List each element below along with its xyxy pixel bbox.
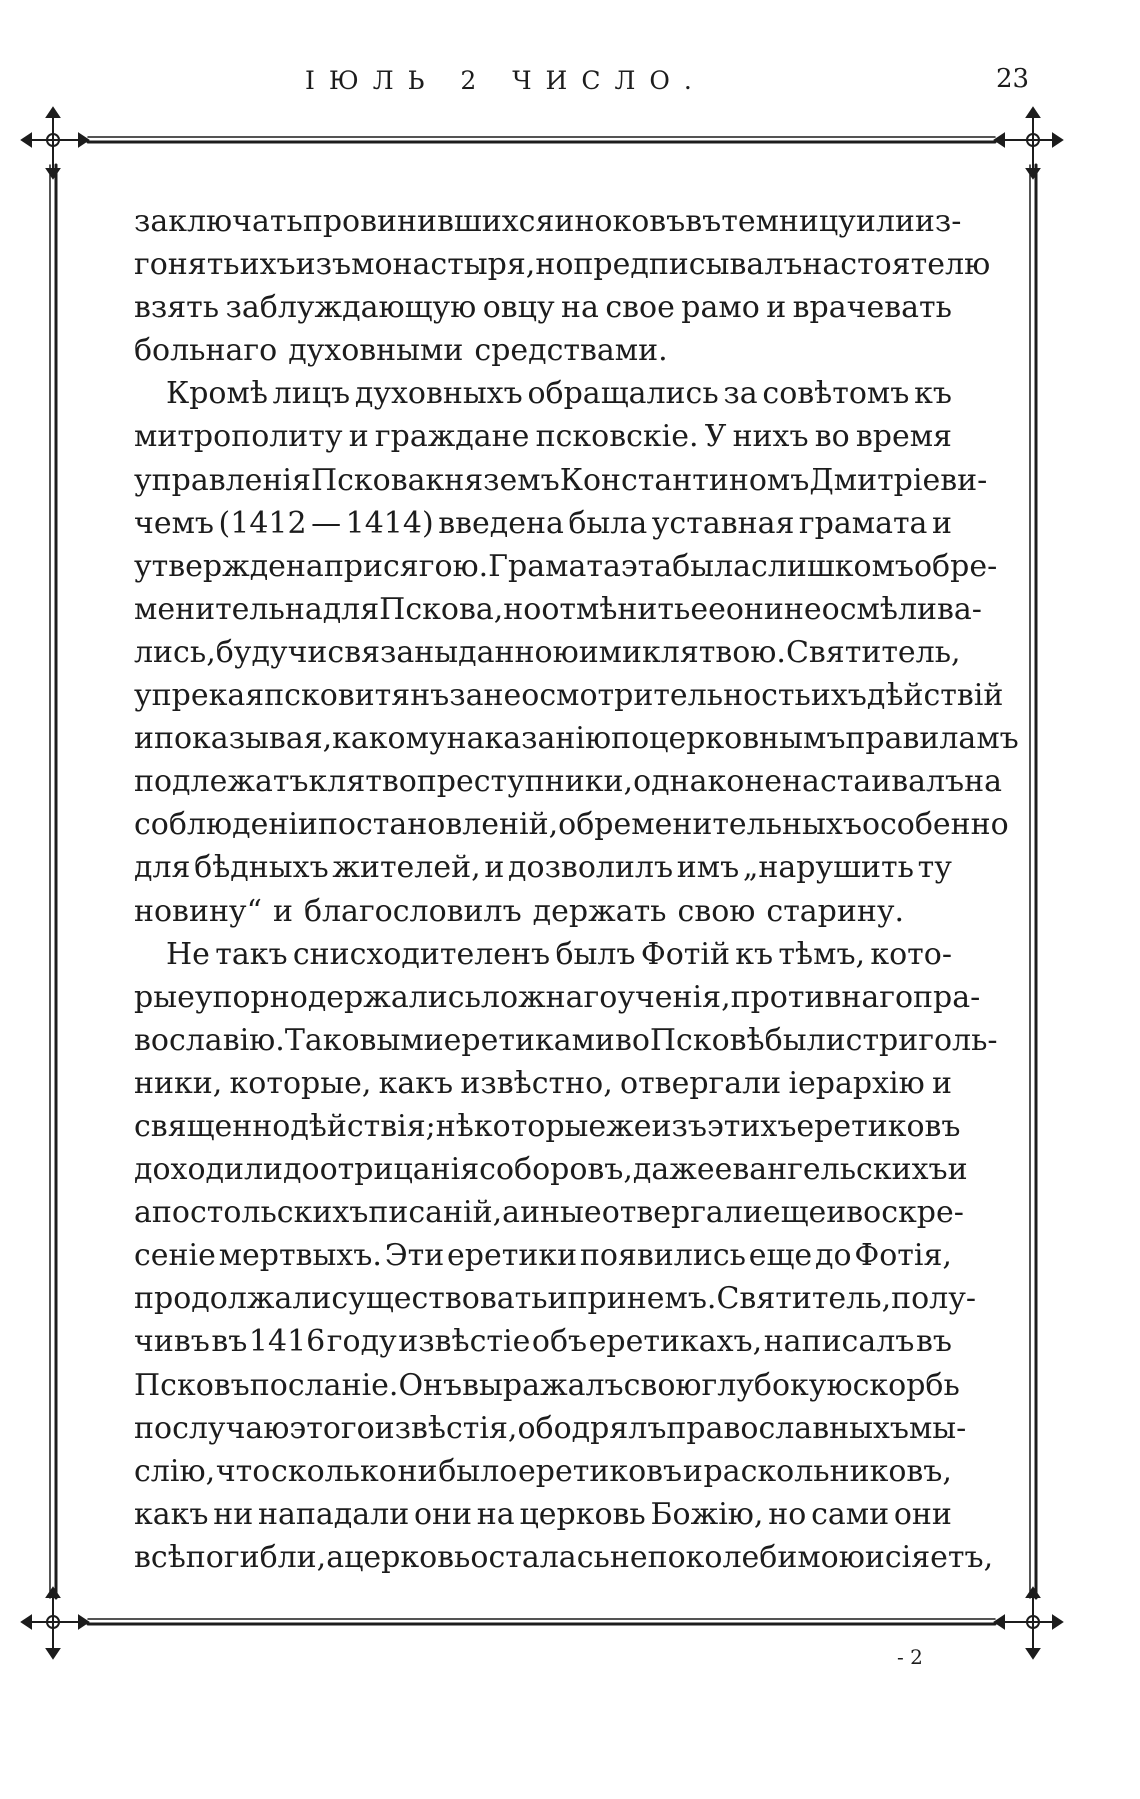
text-line: гонять ихъ изъ монастыря, но предписывалъ настоятелю — [134, 247, 991, 283]
text-line: продолжали существовать и при немъ. Святитель, полу- — [134, 1281, 977, 1317]
text-line: и показывая, какому наказанію по церковнымъ правиламъ — [134, 721, 1019, 757]
text-line: священнодѣйствія; нѣкоторые же изъ этихъ еретиковъ — [134, 1108, 961, 1144]
text-line: рые упорно держались ложнаго ученія, противнаго пра- — [134, 979, 981, 1015]
text-line: взять заблуждающую овцу на свое рамо и врачевать — [134, 290, 952, 326]
text-line: соблюденіи постановленій, обременительныхъ особенно — [134, 807, 1009, 843]
text-line: Псковъ посланіе. Онъ выражалъ свою глубокую скорбь — [134, 1367, 960, 1403]
running-header-title: ІЮЛЬ 2 ЧИСЛО. — [305, 66, 706, 95]
text-line: Не такъ снисходителенъ былъ Фотій къ тѣмъ, кото- — [166, 936, 952, 972]
text-line: больнаго духовными средствами. — [134, 333, 668, 369]
text-line: менительна для Пскова, но отмѣнить ее они не осмѣлива- — [134, 591, 982, 627]
text-line: слію, что сколько ни было еретиковъ и раскольниковъ, — [134, 1453, 952, 1489]
text-line: сеніе мертвыхъ. Эти еретики появились еще до Фотія, — [134, 1238, 952, 1274]
text-line: Кромѣ лицъ духовныхъ обращались за совѣтомъ къ — [166, 376, 952, 412]
text-line: апостольскихъ писаній, а иные отвергали еще и воскре- — [134, 1195, 964, 1231]
text-line: управленія Пскова княземъ Константиномъ Дмитріеви- — [134, 462, 988, 498]
page-number: 23 — [996, 64, 1030, 94]
text-line: ники, которые, какъ извѣстно, отвергали іерархію и — [134, 1065, 952, 1101]
corner-ornament-bottom-right — [995, 1588, 1062, 1658]
text-line: новину“ и благословилъ держать свою старину. — [134, 893, 905, 929]
text-line: подлежатъ клятвопреступники, однако не настаивалъ на — [134, 764, 1003, 800]
body-text — [134, 200, 1019, 1579]
text-line: лись, будучи связаны данною ими клятвою. Святитель, — [134, 634, 961, 670]
text-line: вославію. Таковыми еретиками во Псковѣ были стриголь- — [134, 1022, 998, 1058]
text-line: для бѣдныхъ жителей, и дозволилъ имъ „нарушить ту — [134, 850, 952, 886]
text-line: митрополиту и граждане псковскіе. У нихъ во время — [134, 419, 952, 455]
text-line: заключать провинившихся иноковъ въ темницу или из- — [134, 204, 962, 239]
text-line: доходили до отрицанія соборовъ, даже евангельскихъ и — [134, 1152, 968, 1188]
text-line: какъ ни нападали они на церковь Божію, но сами они — [134, 1496, 952, 1532]
signature-mark: - 2 — [897, 1645, 923, 1669]
text-line: по случаю этого извѣстія, ободрялъ православныхъ мы- — [134, 1410, 967, 1446]
text-line: упрекая псковитянъ за неосмотрительность ихъ дѣйствій — [134, 678, 1004, 714]
text-line: всѣ погибли, а церковь осталась непоколебимою и сіяетъ, — [134, 1539, 994, 1575]
corner-ornament-top-right — [995, 108, 1062, 178]
text-line: утверждена присягою. Грамата эта была слишкомъ обре- — [134, 548, 998, 584]
text-line: чивъ въ 1416 году извѣстіе объ еретикахъ, написалъ въ — [134, 1324, 952, 1360]
text-line: чемъ (1412 — 1414) введена была уставная грамата и — [134, 505, 952, 541]
